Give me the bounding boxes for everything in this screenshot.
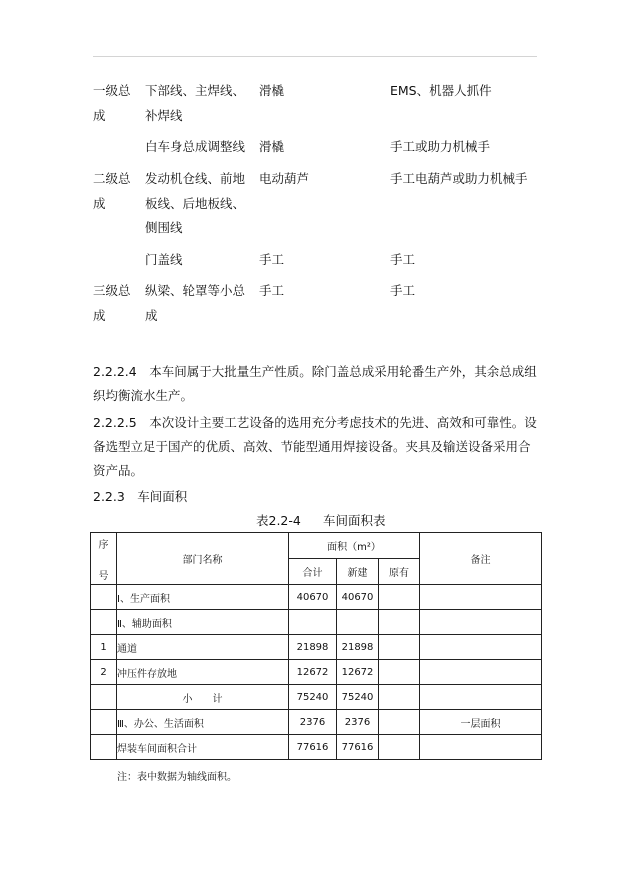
table-note: 注：表中数据为轴线面积。: [117, 772, 237, 783]
table-caption-title: 车间面积表: [323, 513, 386, 528]
cell-dept-name: Ⅰ、生产面积: [117, 585, 289, 610]
para-2225-line2: 备选型立足于国产的优质、高效、节能型通用焊接设备。夹具及输送设备采用合: [93, 439, 531, 454]
cell-new: 21898: [337, 635, 379, 660]
assembly-handling: 手工: [390, 283, 416, 298]
table-row: [91, 685, 542, 710]
assembly-line-name: 下部线、主焊线、: [145, 83, 246, 98]
table-row: [91, 610, 542, 635]
header-existing: 原有: [379, 559, 420, 585]
assembly-line-name: 纵梁、轮罩等小总: [145, 283, 246, 298]
cell-remark: [420, 635, 542, 660]
assembly-line-name: 侧围线: [145, 220, 183, 235]
cell-dept-name: 焊装车间面积合计: [117, 735, 289, 760]
assembly-level: 三级总: [93, 283, 131, 298]
cell-remark: [420, 585, 542, 610]
assembly-level: 二级总: [93, 171, 131, 186]
cell-remark: [420, 735, 542, 760]
cell-seq: 1: [91, 635, 117, 660]
cell-total: 12672: [289, 660, 337, 685]
cell-total: 2376: [289, 710, 337, 735]
cell-total: 40670: [289, 585, 337, 610]
cell-new: 12672: [337, 660, 379, 685]
assembly-conveyor: 手工: [259, 252, 285, 267]
assembly-line-name: 发动机仓线、前地: [145, 171, 246, 186]
cell-existing: [379, 585, 420, 610]
cell-total: 75240: [289, 685, 337, 710]
assembly-line-name: 补焊线: [145, 107, 183, 123]
table-caption-number: 表2.2-4: [256, 513, 301, 528]
assembly-line-name: 板线、后地板线、: [145, 195, 246, 211]
cell-dept-name: Ⅱ、辅助面积: [117, 610, 289, 635]
assembly-conveyor: 手工: [259, 283, 285, 298]
cell-existing: [379, 610, 420, 635]
assembly-level: 成: [93, 107, 106, 123]
assembly-handling: 手工: [390, 252, 416, 267]
cell-dept-name: 小 计: [117, 685, 289, 710]
cell-total: 77616: [289, 735, 337, 760]
cell-dept-name: Ⅲ、办公、生活面积: [117, 710, 289, 735]
cell-seq: [91, 610, 117, 635]
assembly-line-name: 门盖线: [145, 252, 183, 267]
cell-new: 2376: [337, 710, 379, 735]
assembly-level: 成: [93, 307, 106, 323]
para-2224-line1: 2.2.2.4 本车间属于大批量生产性质。除门盖总成采用轮番生产外，其余总成组: [93, 364, 537, 379]
table-row: [91, 735, 542, 760]
header-area: 面积（m²）: [289, 533, 420, 559]
cell-existing: [379, 735, 420, 760]
assembly-conveyor: 电动葫芦: [259, 171, 310, 186]
assembly-handling: 手工电葫芦或助力机械手: [390, 171, 528, 186]
header-seq-char2: 号: [98, 570, 109, 582]
para-2225-line3: 资产品。: [93, 463, 144, 478]
cell-remark: [420, 685, 542, 710]
cell-dept-name: 通道: [117, 635, 289, 660]
assembly-conveyor: 滑橇: [259, 139, 285, 154]
cell-seq: [91, 735, 117, 760]
para-2225-line1: 2.2.2.5 本次设计主要工艺设备的选用充分考虑技术的先进、高效和可靠性。设: [93, 415, 537, 430]
header-seq: [91, 533, 117, 585]
cell-remark: [420, 660, 542, 685]
cell-seq: [91, 710, 117, 735]
table-row: [91, 585, 542, 610]
cell-new: 40670: [337, 585, 379, 610]
para-2224-line2: 织均衡流水生产。: [93, 388, 194, 403]
workshop-area-table: [90, 532, 542, 760]
table-row: [91, 660, 542, 685]
header-rule: [93, 56, 537, 57]
cell-remark: [420, 610, 542, 635]
cell-remark: 一层面积: [420, 710, 542, 735]
assembly-level: 成: [93, 195, 106, 211]
cell-total: [289, 610, 337, 635]
cell-total: 21898: [289, 635, 337, 660]
cell-seq: [91, 685, 117, 710]
cell-seq: 2: [91, 660, 117, 685]
cell-seq: [91, 585, 117, 610]
header-dept: 部门名称: [117, 533, 289, 585]
assembly-conveyor: 滑橇: [259, 83, 285, 98]
assembly-handling: EMS、机器人抓件: [390, 83, 492, 98]
assembly-line-name: 白车身总成调整线: [145, 139, 246, 154]
table-row: [91, 635, 542, 660]
header-total: 合计: [289, 559, 337, 585]
header-remark: 备注: [420, 533, 542, 585]
assembly-line-name: 成: [145, 307, 158, 323]
header-seq-char1: 序: [98, 539, 109, 551]
table-row: [91, 710, 542, 735]
header-new: 新建: [337, 559, 379, 585]
cell-new: 75240: [337, 685, 379, 710]
cell-existing: [379, 710, 420, 735]
cell-existing: [379, 635, 420, 660]
section-heading-223: 2.2.3 车间面积: [93, 489, 188, 504]
assembly-handling: 手工或助力机械手: [390, 139, 491, 154]
table-body: [91, 585, 542, 760]
cell-existing: [379, 685, 420, 710]
cell-dept-name: 冲压件存放地: [117, 660, 289, 685]
assembly-level: 一级总: [93, 83, 131, 98]
cell-existing: [379, 660, 420, 685]
cell-new: 77616: [337, 735, 379, 760]
cell-new: [337, 610, 379, 635]
